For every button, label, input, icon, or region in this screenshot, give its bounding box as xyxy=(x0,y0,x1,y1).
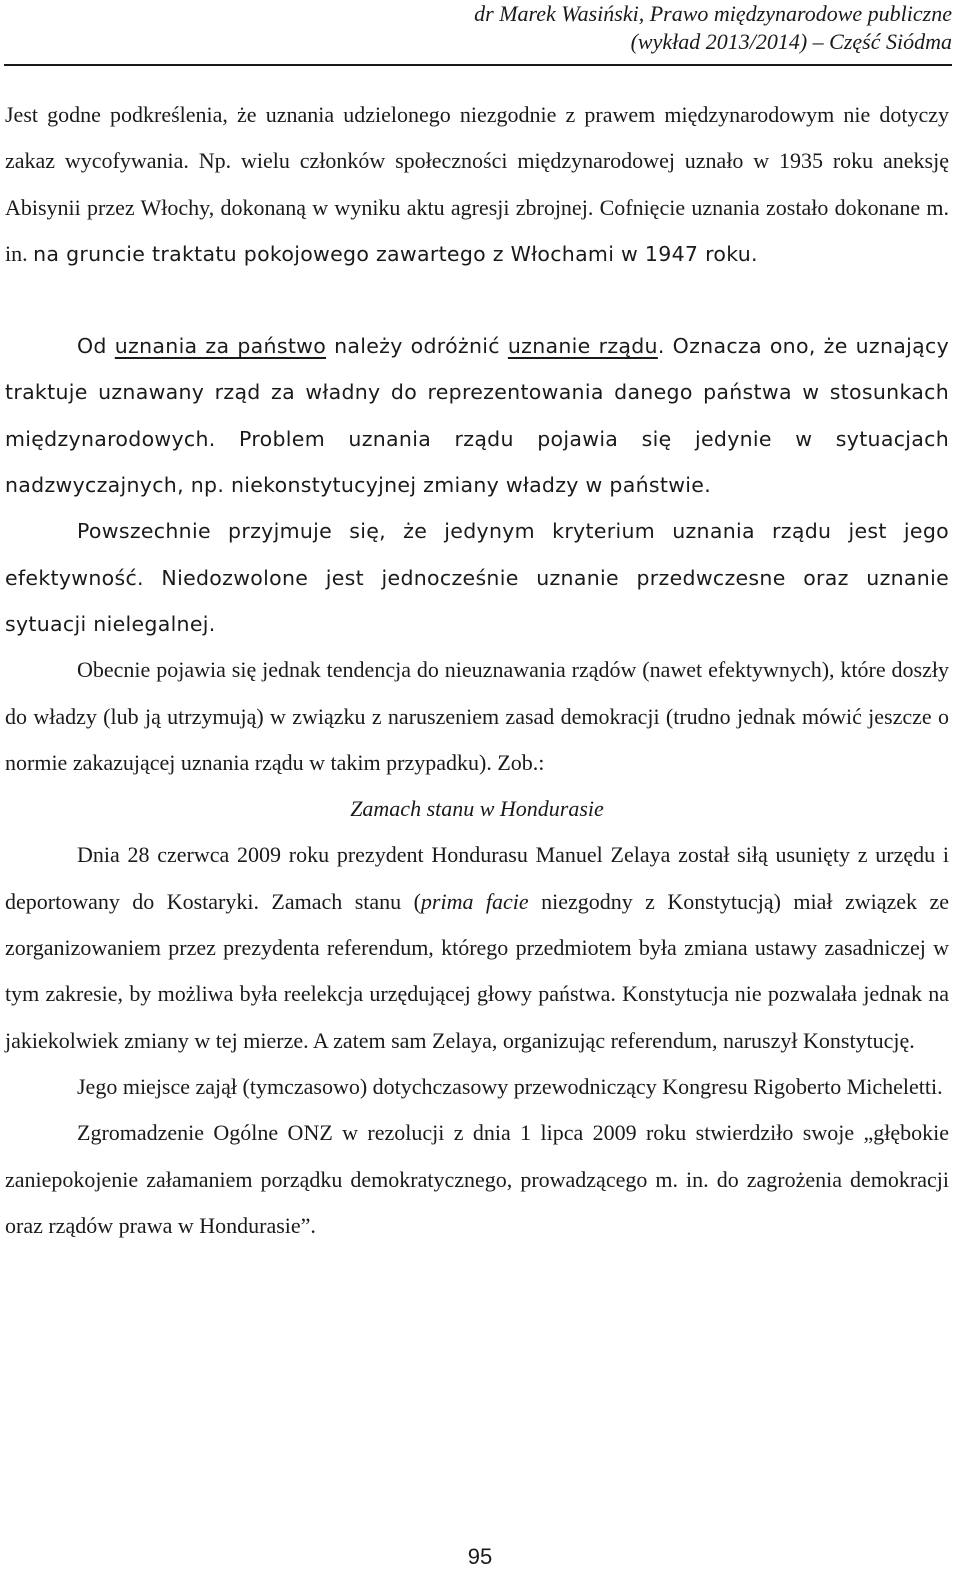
running-header xyxy=(12,0,952,56)
header-line-2: (wykład 2013/2014) – Część Siódma xyxy=(630,29,952,54)
text-run: Dnia 28 czerwca 2009 roku prezydent Hondurasu Manuel Zelaya został siłą usunięty z urzędu i deportowany do Kostaryki. Zamach stanu ( xyxy=(5,842,949,914)
paragraph-abisynia-end: na gruncie traktatu pokojowego zawartego z Włochami w 1947 roku. xyxy=(33,241,758,266)
underlined-term-state: uznania za państwo xyxy=(114,334,327,359)
text-run: niezgodny z Konstytucją) miał związek ze zorganizowaniem przez prezydenta referendum, którego przedmiotem była zmiana ustawy zasadniczej w tym zakresie, by możliwa była reelekcja urzędującej głowy państwa. Konstytucja nie pozwalała jednak na jakiekolwiek zmiany w tej mierze. A zatem sam Zelaya, organizując referendum, naruszył Konstytucję. xyxy=(5,888,949,1053)
paragraph-honduras xyxy=(5,832,949,1063)
paragraph-abisynia xyxy=(5,92,949,277)
page-body xyxy=(5,92,949,1249)
header-line-1: dr Marek Wasiński, Prawo międzynarodowe publiczne xyxy=(474,1,952,26)
header-divider xyxy=(4,64,952,66)
page-number: 95 xyxy=(467,1544,493,1569)
case-title: Zamach stanu w Hondurasie xyxy=(350,796,604,822)
paragraph-government-recognition xyxy=(5,323,949,508)
paragraph-un-resolution: Zgromadzenie Ogólne ONZ w rezolucji z dnia 1 lipca 2009 roku stwierdziło swoje „głębokie zaniepokojenie załamaniem porządku demokratycznego, prowadzącego m. in. do zagrożenia demokracji oraz rządów prawa w Hondurasie”. xyxy=(5,1120,949,1238)
paragraph-micheletti: Jego miejsce zajął (tymczasowo) dotychczasowy przewodniczący Kongresu Rigoberto Micheletti. xyxy=(77,1073,943,1099)
paragraph-democracy: Obecnie pojawia się jednak tendencja do nieuznawania rządów (nawet efektywnych), które doszły do władzy (lub ją utrzymują) w związku z naruszeniem zasad demokracji (trudno jednak mówić jeszcze o normie zakazującej uznania rządu w takim przypadku). Zob.: xyxy=(5,657,949,775)
text-run: Od xyxy=(77,334,115,359)
italic-term: prima facie xyxy=(420,888,529,914)
text-run: należy odróżnić xyxy=(326,334,508,359)
underlined-term-government: uznanie rządu xyxy=(507,334,658,359)
paragraph-abisynia-text: Jest godne podkreślenia, że uznania udzielonego niezgodnie z prawem międzynarodowym nie dotyczy zakaz wycofywania. Np. wielu członków społeczności międzynarodowej uznało w 1935 roku aneksję Abisynii przez Włochy, dokonaną w wyniku aktu agresji zbrojnej. Cofnięcie uznania zostało dokonane m. in. xyxy=(5,102,949,266)
paragraph-effectiveness: Powszechnie przyjmuje się, że jedynym kryterium uznania rządu jest jego efektywność. Niedozwolone jest jednocześnie uznanie przedwczesne oraz uznanie sytuacji nielegalnej. xyxy=(5,519,949,636)
paragraph-gap xyxy=(5,277,949,323)
text-run: . Oznacza ono, że uznający traktuje uznawany rząd za władny do reprezentowania danego państwa w stosunkach międzynarodowych. Problem uznania rządu pojawia się jedynie w sytuacjach nadzwyczajnych, np. niekonstytucyjnej zmiany władzy w państwie. xyxy=(5,334,949,498)
